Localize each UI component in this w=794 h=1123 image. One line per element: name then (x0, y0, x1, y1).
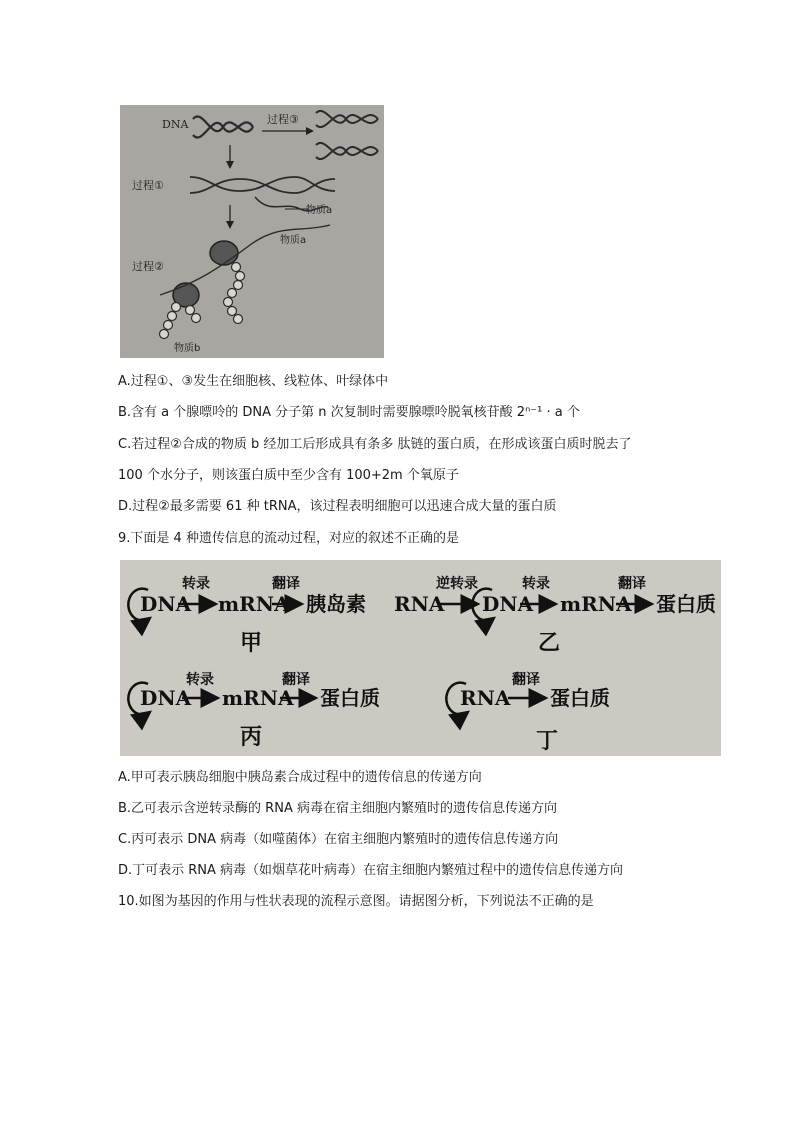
substance-b-label: 物质b (174, 343, 201, 354)
jia-mrna: mRNA (218, 592, 290, 616)
genetic-flow-figure (120, 560, 721, 756)
bing-mrna: mRNA (222, 686, 294, 710)
q8-option-b: B.含有 a 个腺嘌呤的 DNA 分子第 n 次复制时需要腺嘌呤脱氧核苷酸 2ⁿ⁻¹ · a 个 (118, 405, 580, 420)
bing-translation-label: 翻译 (282, 672, 310, 688)
yi-translation-label: 翻译 (618, 576, 646, 592)
jia-label: 甲 (240, 631, 263, 656)
dna-label: DNA (162, 118, 189, 131)
genetic-flow-diagram (120, 560, 721, 756)
q8-option-c-line2: 100 个水分子，则该蛋白质中至少含有 100+2m 个氧原子 (118, 468, 459, 483)
substance-a-label-2: 物质a (280, 235, 307, 246)
yi-dna: DNA (482, 592, 534, 616)
process1-label: 过程① (132, 179, 164, 192)
yi-reverse-label: 逆转录 (436, 576, 478, 592)
jia-translation-label: 翻译 (272, 576, 300, 592)
substance-a-label-1: 物质a (306, 205, 333, 216)
yi-transcription-label: 转录 (522, 576, 550, 592)
bing-label: 丙 (240, 725, 263, 750)
bing-transcription-label: 转录 (186, 672, 214, 688)
dna-process-figure (120, 105, 384, 358)
jia-transcription-label: 转录 (182, 576, 210, 592)
yi-rna: RNA (394, 592, 445, 616)
q9-option-b: B.乙可表示含逆转录酶的 RNA 病毒在宿主细胞内繁殖时的遗传信息传递方向 (118, 801, 557, 816)
q9-option-c: C.丙可表示 DNA 病毒（如噬菌体）在宿主细胞内繁殖时的遗传信息传递方向 (118, 832, 559, 847)
ding-translation-label: 翻译 (512, 672, 540, 688)
q9-option-d: D.丁可表示 RNA 病毒（如烟草花叶病毒）在宿主细胞内繁殖过程中的遗传信息传递方向 (118, 863, 624, 878)
ding-product: 蛋白质 (550, 686, 610, 710)
yi-label: 乙 (538, 631, 561, 656)
process3-label: 过程③ (267, 113, 299, 126)
q8-option-d: D.过程②最多需要 61 种 tRNA，该过程表明细胞可以迅速合成大量的蛋白质 (118, 499, 557, 514)
yi-product: 蛋白质 (656, 592, 716, 616)
ding-rna: RNA (460, 686, 511, 710)
ding-label: 丁 (536, 729, 559, 754)
jia-product: 胰岛素 (306, 592, 366, 616)
q10-stem: 10.如图为基因的作用与性状表现的流程示意图。请据图分析，下列说法不正确的是 (118, 894, 594, 909)
q9-option-a: A.甲可表示胰岛细胞中胰岛素合成过程中的遗传信息的传递方向 (118, 770, 482, 785)
yi-mrna: mRNA (560, 592, 632, 616)
q8-option-c-line1: C.若过程②合成的物质 b 经加工后形成具有条多 肽链的蛋白质，在形成该蛋白质时脱去了 (118, 437, 632, 452)
bing-dna: DNA (140, 686, 192, 710)
bing-product: 蛋白质 (320, 686, 380, 710)
dna-process-diagram (120, 105, 384, 358)
jia-dna: DNA (140, 592, 192, 616)
q8-option-a: A.过程①、③发生在细胞核、线粒体、叶绿体中 (118, 374, 389, 389)
process2-label: 过程② (132, 260, 164, 273)
q9-stem: 9.下面是 4 种遗传信息的流动过程，对应的叙述不正确的是 (118, 531, 459, 546)
